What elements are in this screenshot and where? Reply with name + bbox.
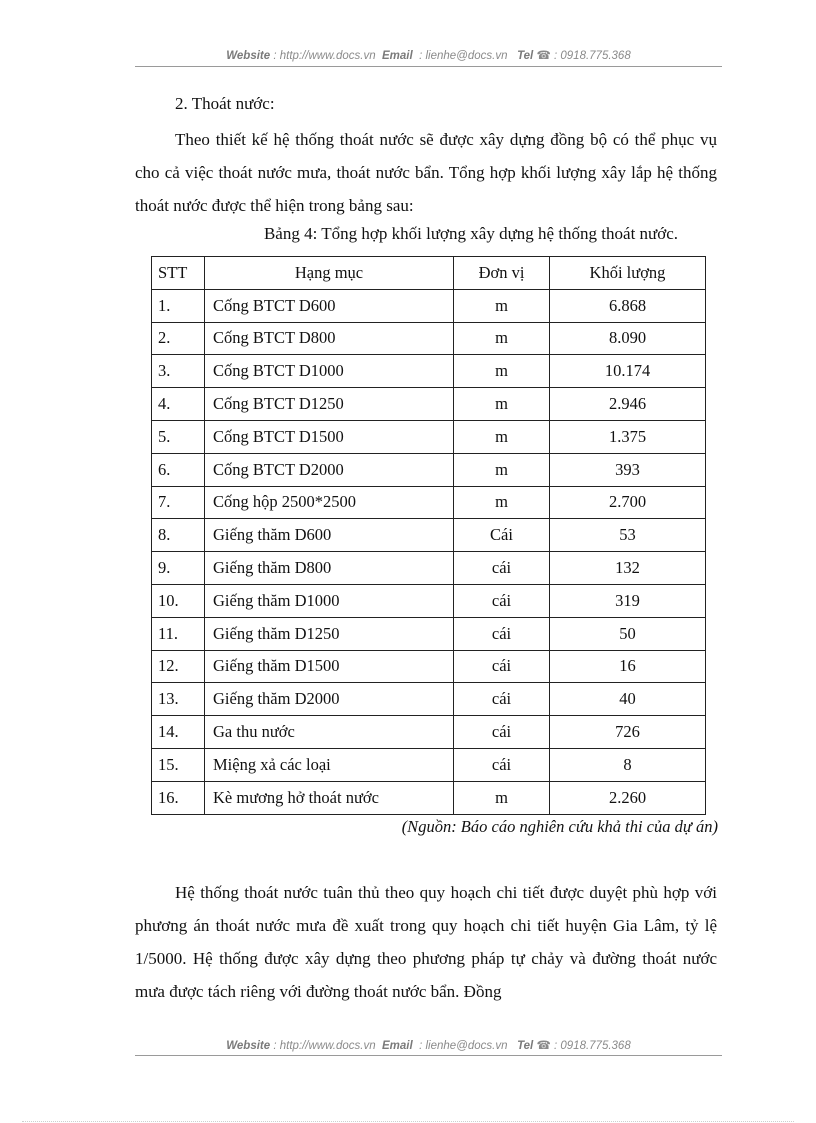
row-unit: cái [454,716,550,749]
row-item: Cống BTCT D600 [205,289,454,322]
footer-website-value: : http://www.docs.vn [273,1040,376,1052]
row-quantity: 8.090 [550,322,706,355]
row-stt: 9. [152,552,205,585]
footer-tel-label: Tel [517,1040,534,1052]
header-stt: STT [152,257,205,290]
row-unit: m [454,486,550,519]
row-unit: cái [454,650,550,683]
source-note: (Nguồn: Báo cáo nghiên cứu khả thi của dự án) [401,817,718,836]
row-unit: m [454,420,550,453]
table-header-row [152,257,706,290]
email-label: Email [382,50,413,62]
row-quantity: 132 [550,552,706,585]
table-row [152,683,706,716]
page-header [135,48,722,62]
row-quantity: 2.700 [550,486,706,519]
table-row [152,617,706,650]
table-row [152,486,706,519]
row-quantity: 2.260 [550,781,706,814]
row-item: Giếng thăm D1500 [205,650,454,683]
tel-label: Tel [517,50,534,62]
page-edge [22,1121,794,1122]
table-row [152,519,706,552]
row-unit: Cái [454,519,550,552]
row-quantity: 16 [550,650,706,683]
row-unit: cái [454,584,550,617]
body-paragraph: Hệ thống thoát nước tuân thủ theo quy hoạch chi tiết được duyệt phù hợp với phương án thoát nước mưa đề xuất trong quy hoạch chi tiết huyện Gia Lâm, tỷ lệ 1/5000. Hệ thống được xây dựng theo phương pháp tự chảy và đường thoát nước mưa được tách riêng với đường thoát nước bẩn. Đồng [135,883,717,1001]
table-row [152,584,706,617]
row-item: Cống BTCT D2000 [205,453,454,486]
row-stt: 2. [152,322,205,355]
website-value: : http://www.docs.vn [273,50,376,62]
header-divider [135,66,722,67]
table-row [152,781,706,814]
row-unit: m [454,781,550,814]
row-item: Cống BTCT D800 [205,322,454,355]
intro-paragraph: Theo thiết kế hệ thống thoát nước sẽ được xây dựng đồng bộ có thể phục vụ cho cả việc thoát nước mưa, thoát nước bẩn. Tổng hợp khối lượng xây lắp hệ thống thoát nước được thể hiện trong bảng sau: [135,130,717,215]
row-stt: 15. [152,748,205,781]
row-stt: 12. [152,650,205,683]
row-stt: 16. [152,781,205,814]
row-item: Cống BTCT D1500 [205,420,454,453]
table-row [152,716,706,749]
table-row [152,289,706,322]
row-unit: m [454,355,550,388]
row-item: Giếng thăm D1250 [205,617,454,650]
row-quantity: 10.174 [550,355,706,388]
row-item: Giếng thăm D2000 [205,683,454,716]
row-unit: cái [454,748,550,781]
header-item: Hạng mục [205,257,454,290]
website-label: Website [226,50,271,62]
row-item: Giếng thăm D1000 [205,584,454,617]
row-unit: cái [454,683,550,716]
footer-email-label: Email [382,1040,413,1052]
row-quantity: 726 [550,716,706,749]
row-stt: 13. [152,683,205,716]
row-item: Cống BTCT D1250 [205,388,454,421]
row-quantity: 319 [550,584,706,617]
tel-value: ☎ : 0918.775.368 [536,50,631,62]
section-heading: 2. Thoát nước: [175,94,275,113]
row-item: Giếng thăm D600 [205,519,454,552]
row-unit: cái [454,617,550,650]
row-stt: 5. [152,420,205,453]
row-item: Giếng thăm D800 [205,552,454,585]
row-stt: 3. [152,355,205,388]
row-item: Ga thu nước [205,716,454,749]
footer-tel-value: ☎ : 0918.775.368 [536,1040,631,1052]
row-quantity: 50 [550,617,706,650]
header-unit: Đơn vị [454,257,550,290]
row-stt: 10. [152,584,205,617]
row-stt: 14. [152,716,205,749]
table-caption: Bảng 4: Tổng hợp khối lượng xây dựng hệ thống thoát nước. [263,224,679,243]
row-quantity: 2.946 [550,388,706,421]
footer-email-value: : lienhe@docs.vn [419,1040,508,1052]
row-unit: cái [454,552,550,585]
row-stt: 7. [152,486,205,519]
row-unit: m [454,388,550,421]
row-unit: m [454,453,550,486]
table-row [152,650,706,683]
row-quantity: 40 [550,683,706,716]
row-item: Kè mương hở thoát nước [205,781,454,814]
row-stt: 4. [152,388,205,421]
row-stt: 6. [152,453,205,486]
footer-website-label: Website [226,1040,271,1052]
row-stt: 11. [152,617,205,650]
table-row [152,355,706,388]
row-stt: 1. [152,289,205,322]
table-row [152,552,706,585]
page-footer [135,1038,722,1052]
row-item: Cống hộp 2500*2500 [205,486,454,519]
row-quantity: 53 [550,519,706,552]
row-quantity: 393 [550,453,706,486]
drainage-volume-table [151,256,706,815]
table-row [152,453,706,486]
row-stt: 8. [152,519,205,552]
row-unit: m [454,289,550,322]
footer-divider [135,1055,722,1056]
row-item: Miệng xả các loại [205,748,454,781]
row-unit: m [454,322,550,355]
table-row [152,420,706,453]
email-value: : lienhe@docs.vn [419,50,508,62]
table-row [152,748,706,781]
table-row [152,388,706,421]
header-quantity: Khối lượng [550,257,706,290]
row-quantity: 8 [550,748,706,781]
row-quantity: 6.868 [550,289,706,322]
row-quantity: 1.375 [550,420,706,453]
row-item: Cống BTCT D1000 [205,355,454,388]
table-row [152,322,706,355]
